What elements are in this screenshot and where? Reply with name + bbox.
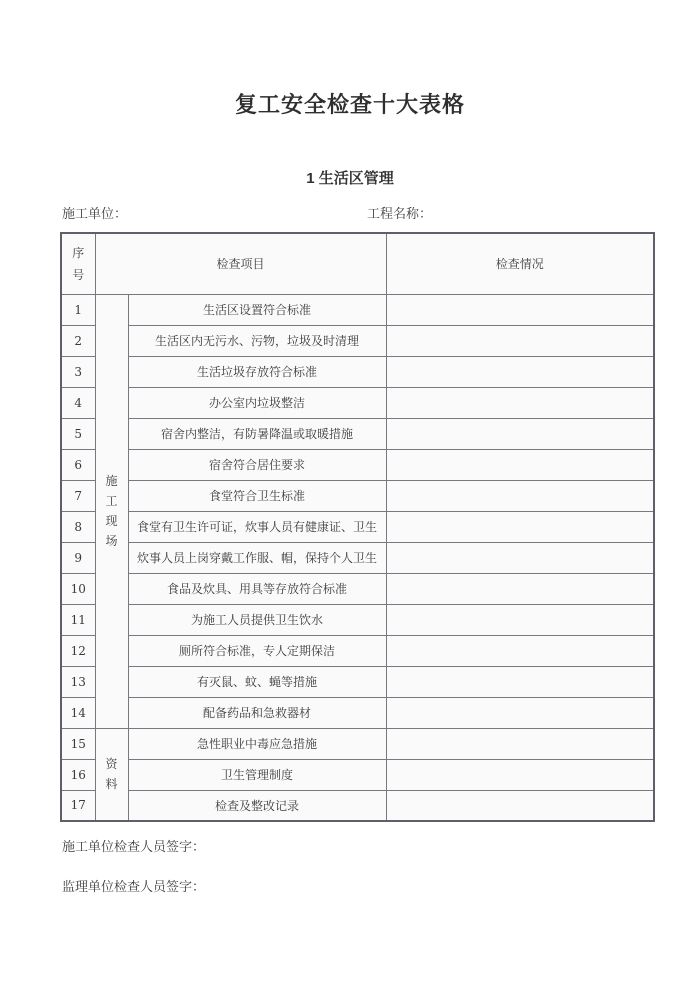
table-row bbox=[61, 728, 654, 759]
project-name-label: 工程名称： bbox=[367, 206, 433, 221]
table-row bbox=[61, 604, 654, 635]
table-row bbox=[61, 325, 654, 356]
table-row bbox=[61, 635, 654, 666]
row-number: 13 bbox=[61, 666, 95, 697]
inspection-item: 食堂有卫生许可证，炊事人员有健康证、卫生 bbox=[128, 511, 386, 542]
inspection-item: 卫生管理制度 bbox=[128, 759, 386, 790]
group-label bbox=[95, 728, 128, 821]
row-number: 8 bbox=[61, 511, 95, 542]
inspection-status-cell bbox=[386, 728, 654, 759]
header-status: 检查情况 bbox=[386, 233, 654, 294]
table-row bbox=[61, 759, 654, 790]
group-label-text: 资料 bbox=[105, 757, 118, 792]
inspection-item: 食品及炊具、用具等存放符合标准 bbox=[128, 573, 386, 604]
table-row bbox=[61, 418, 654, 449]
row-number: 5 bbox=[61, 418, 95, 449]
inspection-item: 配备药品和急救器材 bbox=[128, 697, 386, 728]
inspection-item: 宿舍符合居住要求 bbox=[128, 449, 386, 480]
checklist-table-body bbox=[61, 294, 654, 821]
table-row bbox=[61, 356, 654, 387]
meta-row bbox=[0, 203, 700, 223]
row-number: 2 bbox=[61, 325, 95, 356]
inspection-status-cell bbox=[386, 542, 654, 573]
inspection-item: 炊事人员上岗穿戴工作服、帽，保持个人卫生 bbox=[128, 542, 386, 573]
section-title: 1 生活区管理 bbox=[306, 170, 394, 187]
row-number: 10 bbox=[61, 573, 95, 604]
document-title: 复工安全检查十大表格 bbox=[234, 92, 465, 117]
inspection-status-cell bbox=[386, 387, 654, 418]
row-number: 9 bbox=[61, 542, 95, 573]
inspection-status-cell bbox=[386, 604, 654, 635]
row-number: 7 bbox=[61, 480, 95, 511]
construction-unit-label: 施工单位： bbox=[62, 206, 128, 221]
row-number: 17 bbox=[61, 790, 95, 821]
row-number: 4 bbox=[61, 387, 95, 418]
inspection-item: 生活区设置符合标准 bbox=[128, 294, 386, 325]
inspection-status-cell bbox=[386, 666, 654, 697]
inspection-status-cell bbox=[386, 480, 654, 511]
inspection-status-cell bbox=[386, 697, 654, 728]
inspection-item: 生活垃圾存放符合标准 bbox=[128, 356, 386, 387]
row-number: 11 bbox=[61, 604, 95, 635]
table-row bbox=[61, 573, 654, 604]
table-row bbox=[61, 480, 654, 511]
group-label-text: 施工现场 bbox=[105, 474, 118, 548]
table-row bbox=[61, 449, 654, 480]
group-label bbox=[95, 294, 128, 728]
inspection-status-cell bbox=[386, 635, 654, 666]
row-number: 6 bbox=[61, 449, 95, 480]
inspection-status-cell bbox=[386, 790, 654, 821]
table-row bbox=[61, 511, 654, 542]
inspection-status-cell bbox=[386, 418, 654, 449]
table-header-row bbox=[61, 233, 654, 294]
inspection-item: 宿舍内整洁，有防暑降温或取暖措施 bbox=[128, 418, 386, 449]
checklist-table bbox=[60, 232, 655, 822]
inspection-status-cell bbox=[386, 511, 654, 542]
table-row bbox=[61, 666, 654, 697]
inspection-status-cell bbox=[386, 356, 654, 387]
table-row bbox=[61, 542, 654, 573]
row-number: 16 bbox=[61, 759, 95, 790]
inspection-status-cell bbox=[386, 294, 654, 325]
inspection-status-cell bbox=[386, 449, 654, 480]
row-number: 1 bbox=[61, 294, 95, 325]
construction-signature-label: 施工单位检查人员签字： bbox=[62, 839, 206, 854]
inspection-item: 厕所符合标准，专人定期保洁 bbox=[128, 635, 386, 666]
row-number: 14 bbox=[61, 697, 95, 728]
table-row bbox=[61, 790, 654, 821]
inspection-status-cell bbox=[386, 759, 654, 790]
inspection-item: 为施工人员提供卫生饮水 bbox=[128, 604, 386, 635]
table-row bbox=[61, 387, 654, 418]
supervision-signature-label: 监理单位检查人员签字： bbox=[62, 879, 206, 894]
inspection-item: 食堂符合卫生标准 bbox=[128, 480, 386, 511]
inspection-item: 检查及整改记录 bbox=[128, 790, 386, 821]
row-number: 15 bbox=[61, 728, 95, 759]
table-row bbox=[61, 697, 654, 728]
inspection-item: 有灭鼠、蚊、蝇等措施 bbox=[128, 666, 386, 697]
inspection-status-cell bbox=[386, 325, 654, 356]
header-seq-label: 序号 bbox=[72, 245, 85, 282]
row-number: 3 bbox=[61, 356, 95, 387]
inspection-item: 急性职业中毒应急措施 bbox=[128, 728, 386, 759]
table-row bbox=[61, 294, 654, 325]
inspection-item: 办公室内垃圾整洁 bbox=[128, 387, 386, 418]
header-item: 检查项目 bbox=[95, 233, 386, 294]
row-number: 12 bbox=[61, 635, 95, 666]
inspection-status-cell bbox=[386, 573, 654, 604]
inspection-item: 生活区内无污水、污物，垃圾及时清理 bbox=[128, 325, 386, 356]
header-seq bbox=[61, 233, 95, 294]
